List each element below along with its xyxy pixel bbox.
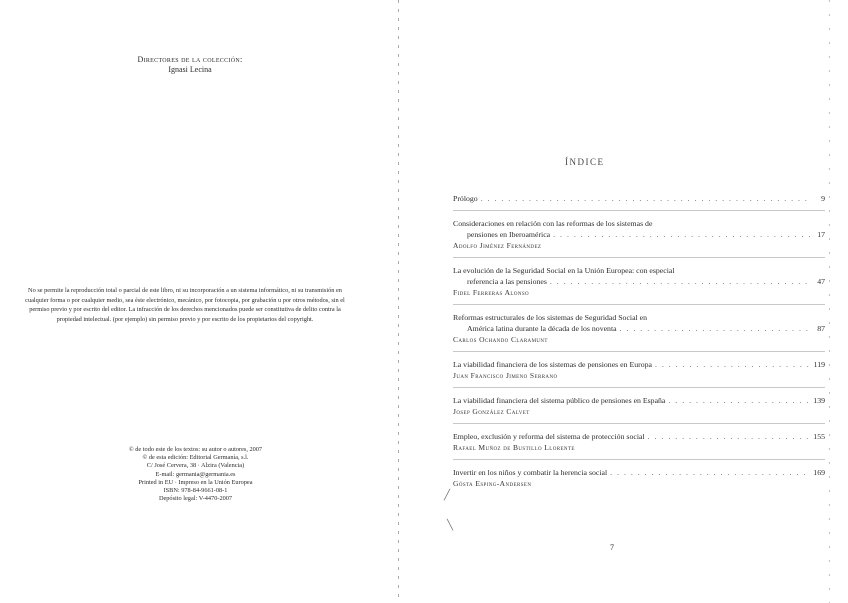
toc-entry-title: La viabilidad financiera de los sistemas de pensiones en Europa [453,360,652,369]
colophon-line: Printed in EU · Impreso en la Unión Europea [138,478,253,486]
toc-author: Adolfo Jiménez Fernández [453,241,542,250]
toc-author: Rafael Muñoz de Bustillo Llorente [453,443,575,452]
toc-entry[interactable] [453,431,825,453]
toc-entry[interactable] [453,218,825,251]
toc-separator [453,257,825,258]
toc-page-number: 87 [817,324,825,333]
toc-entry[interactable] [453,193,825,204]
colophon-line: C/ José Cervera, 38 · Alzira (Valencia) [146,462,245,470]
collection-directors [90,55,290,75]
dot-leader [481,193,810,204]
right-page [400,0,848,603]
left-page [0,0,400,603]
dot-leader [550,276,810,287]
toc-page-number: 169 [813,468,825,477]
dot-leader [648,431,810,442]
toc-author: Gösta Esping-Andersen [453,479,532,488]
toc-entry[interactable] [453,359,825,381]
dot-leader [655,359,810,370]
toc-author: Carlos Ochando Claramunt [453,335,548,344]
toc-page-number: 139 [813,396,825,405]
toc-separator [453,387,825,388]
toc-page-number: 119 [813,360,825,369]
toc-entry-title: Invertir en los niños y combatir la herencia social [453,468,608,477]
toc-author: Juan Francisco Jimeno Serrano [453,371,558,380]
toc-separator [453,423,825,424]
colophon-line: Depósito legal: V-4470-2007 [158,495,233,503]
pencil-mark-icon: ╲ [447,520,454,531]
toc-page-number: 155 [813,432,825,441]
dot-leader [610,467,810,478]
toc-author: Josep González Calvet [453,407,530,416]
pencil-mark-icon: ╱ [444,490,451,501]
toc-entry-title: Reformas estructurales de los sistemas de Seguridad Social en [453,313,648,322]
toc-entry-title: Prólogo [453,194,478,203]
toc-separator [453,351,825,352]
copyright-notice: No se permite la reproducción total o parcial de este libro, ni su incorporación a un sistema informático, ni su transmisión en cualquier forma o por cualquier medio, sea éste electrónico, mecánico, por fotocopia, por grabación u por otros métodos, sin el permiso previo y por escrito del editor. La infracción de los derechos mencionados puede ser constitutiva de delito contra la propiedad intelectual. (por ejemplo) sin permiso previo y por escrito de los propietarios del copyright. [25,287,345,323]
toc-entry-title: América latina durante la década de los noventa [467,324,617,333]
toc-entry[interactable] [453,467,825,489]
colophon-line: © de esta edición: Editorial Germanía, s.l. [142,454,249,462]
colophon-line: ISBN: 978-84-9661-08-1 [163,487,228,495]
table-of-contents [453,193,825,489]
colophon-line: © de todo este de los textos: su autor o autores, 2007 [128,446,263,453]
colophon [88,446,303,503]
toc-entry-title: referencia a las pensiones [467,277,547,286]
directors-label: Directores de la colección: [137,55,243,64]
toc-author: Fidel Ferreras Alonso [453,288,530,297]
dot-leader [553,229,810,240]
toc-entry[interactable] [453,395,825,417]
toc-entry-title: Consideraciones en relación con las reformas de los sistemas de [453,219,653,228]
index-heading: ÍNDICE [565,157,605,167]
toc-separator [453,210,825,211]
toc-entry-title: pensiones en Iberoamérica [467,230,551,239]
toc-entry[interactable] [453,265,825,298]
toc-separator [453,459,825,460]
dot-leader [620,323,810,334]
toc-entry-title: La viabilidad financiera del sistema público de pensiones en España [453,396,666,405]
toc-entry-title: Empleo, exclusión y reforma del sistema de protección social [453,432,645,441]
book-gutter [398,0,399,603]
page-number: 7 [610,543,614,552]
toc-page-number: 17 [817,230,825,239]
director-name: Ignasi Lecina [168,65,212,74]
colophon-line: E-mail: germania@germania.es [155,470,236,478]
toc-page-number: 47 [817,277,825,286]
dot-leader [668,395,810,406]
toc-page-number: 9 [821,194,825,203]
toc-entry-title: La evolución de la Seguridad Social en la Unión Europea: con especial [453,266,675,275]
toc-entry[interactable] [453,312,825,345]
toc-separator [453,304,825,305]
